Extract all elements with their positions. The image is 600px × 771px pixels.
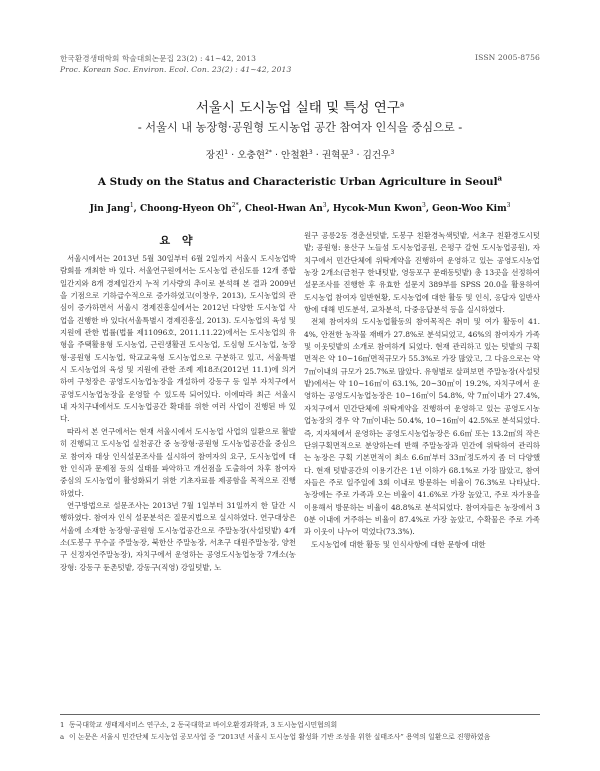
author-ko: 오충현 xyxy=(237,150,266,161)
author-affiliation-mark: 3 xyxy=(506,202,511,209)
authors-korean xyxy=(0,147,600,161)
body-paragraph: 도시농업에 대한 활동 및 인식사항에 대한 문항에 대한 xyxy=(311,539,486,549)
authors-english xyxy=(0,204,600,214)
body-paragraph: 서울시에서는 2013년 5월 30일부터 6월 2일까지 서울시 도시농업박람회를 개최한 바 있다. 서울연구원에서는 도시농업 관심도를 12개 종합일간지와 8개 경제일간지 누적 기사량의 추이로 분석해 본 결과 2009년을 기점으로 기하급수적으로 증가하였고(이창우, 2013), 도시농업의 관심이 증가하면서 서울시 경제진흥실에서는 2012년 다양한 도시농업 사업을 진행한 바 있다(서울특별시 경제진흥실, 2013). 도시농업의 육성 및 지원에 관한 법률(법률 제11096호, 2011.11.22)에서는 도시농업의 유형을 주택활용형 도시농업, 근린생활권 도시농업, 도심형 도시농업, 농장형·공원형 도시농업, 학교교육형 도시농업으로 구분하고 있고, 서울특별시 도시농업의 육성 및 지원에 관한 조례 제18조(2012년 11.1)에 의거하여 구청장은 공영도시농업농장을 개설하여 강동구 등 일부 자치구에서 공영도시농업농장을 운영할 수 있도록 되어있다. 이에따라 최근 서울시 내 자치구내에서도 도시농업공간 확대를 위한 여러 사업이 진행된 바 있다. xyxy=(60,254,296,424)
author-separator: · xyxy=(271,150,282,161)
author-affiliation-mark: 1 xyxy=(224,148,229,156)
abstract-right-column xyxy=(304,230,540,551)
footnote-text: 동국대학교 생태계서비스 연구소, 2 동국대학교 바이오환경과학과, 3 도시농업시민협의회 xyxy=(69,721,338,729)
footnote-affiliations xyxy=(60,720,540,731)
title-korean xyxy=(0,96,600,116)
title-english xyxy=(0,173,600,188)
footnote-divider xyxy=(60,714,540,715)
author-affiliation-mark: 3 xyxy=(349,148,354,156)
abstract-left-column xyxy=(60,253,296,574)
author-ko: 장진 xyxy=(205,150,225,161)
author-affiliation-mark: 1 xyxy=(129,202,134,209)
author-affiliation-mark: 3 xyxy=(308,148,313,156)
journal-header-en: Proc. Korean Soc. Environ. Ecol. Con. 23(2) : 41~42, 2013 xyxy=(60,65,292,74)
author-ko: 권혁문 xyxy=(321,150,350,161)
author-separator: · xyxy=(228,150,238,161)
author-en: Choong-Hyeon Oh xyxy=(139,204,232,214)
author-affiliation-mark: 3 xyxy=(422,202,426,209)
author-en: Cheol-Hwan An xyxy=(244,204,323,214)
author-en: Jin Jang xyxy=(89,204,130,214)
author-separator: , xyxy=(425,204,433,214)
author-separator: , xyxy=(238,204,245,214)
author-separator: , xyxy=(133,204,140,214)
author-en: Hycok-Mun Kwon xyxy=(332,204,422,214)
issn: ISSN 2005-8756 xyxy=(475,53,540,62)
journal-header-ko: 한국환경생태학회 학술대회논문집 23(2) : 41~42, 2013 xyxy=(60,54,257,63)
body-paragraph: 원구 공릉2동 경춘선텃밭, 도봉구 친환경녹색텃밭, 서초구 친환경도시텃밭; 공원형: 용산구 노들섬 도시농업공원, 은평구 갈현 도시농업공원), 자치구에서 민간단체에 위탁계약을 진행하여 운영하고 있는 공영도시농업농장 2개소(금천구 한내텃밭, 영등포구 문래동텃밭) 총 13곳을 선정하여 설문조사를 진행한 후 유효한 설문지 389부를 SPSS 20.0을 활용하여 도시농업 참여자 일반현황, 도시농업에 대한 활동 및 인식, 응답자 일반사항에 대해 빈도분석, 교차분석, 다중응답분석 등을 실시하였다. xyxy=(304,231,540,315)
author-affiliation-mark: 2* xyxy=(265,148,272,156)
author-separator: · xyxy=(353,150,363,161)
title-korean-text: 서울시 도시농업 실태 및 특성 연구 xyxy=(195,100,400,116)
title-english-text: A Study on the Status and Characteristic Urban Agriculture in Seoul xyxy=(97,176,498,188)
author-separator: · xyxy=(312,150,322,161)
footnote-text: 이 논문은 서울시 민간단체 도시농업 공모사업 중 “2013년 서울시 도시농업 활성화 기반 조성을 위한 실태조사” 용역의 일환으로 진행하였음 xyxy=(69,733,491,741)
body-paragraph: 연구방법으로 설문조사는 2013년 7월 1일부터 31일까지 한 달간 시행하였다. 참여자 인식 설문분석은 질문지법으로 실시하였다. 연구대상은 서울에 소재한 농장형·공원형 도시농업공간으로 주말농장(사설텃밭) 4개소(도봉구 무수골 주말농장, 북한산 주말농장, 서초구 대원주말농장, 양천구 신정자연주말농장), 자치구에서 운영하는 공영도시농업농장 7개소(농장형: 강동구 둔촌텃밭, 강동구(직영) 강일텃밭, 노 xyxy=(60,500,296,572)
footnote-mark: 1 xyxy=(60,721,65,729)
author-ko: 안철환 xyxy=(281,150,309,161)
author-separator: , xyxy=(326,204,333,214)
body-paragraph: 따라서 본 연구에서는 현재 서울시에서 도시농업 사업의 일환으로 활발히 진행되고 도시농업 실천공간 중 농장형·공원형 도시농업공간을 중심으로 참여자 대상 인식설문조사를 실시하여 참여자의 요구, 도시농업에 대한 인식과 문제점 등의 실태를 파악하고 개선점을 도출하여 차후 참여자중심의 도시농업이 활성화되기 위한 기초자료를 제공함을 목적으로 진행하였다. xyxy=(60,426,296,498)
author-en: Geon-Woo Kim xyxy=(432,204,507,214)
footnote-mark: a xyxy=(60,733,65,741)
subtitle-korean: - 서울시 내 농장형·공원형 도시농업 공간 참여자 인식을 중심으로 - xyxy=(137,121,463,134)
title-english-footnote-mark: a xyxy=(497,173,503,183)
footnote-funding xyxy=(60,732,540,743)
author-affiliation-mark: 2* xyxy=(231,202,239,209)
author-affiliation-mark: 3 xyxy=(390,148,395,156)
author-affiliation-mark: 3 xyxy=(322,202,327,209)
abstract-heading: 요 약 xyxy=(159,234,197,247)
body-paragraph: 전체 참여자의 도시농업활동의 참여목적은 취미 및 여가 활동이 41.4%, 안전한 농작물 재배가 27.8%로 분석되었고, 46%의 참여자가 가족 및 이웃텃밭의 소개로 참여하게 되었다. 현재 관리하고 있는 텃밭의 구획면적은 약 10~16㎡면적규모가 55.3%로 가장 많았고, 그 다음으로는 약 7㎡이내의 규모가 25.7%로 많았다. 유형별로 살펴보면 주말농장(사설텃밭)에서는 약 10~16㎡이 63.1%, 20~30㎡이 19.2%, 자치구에서 운영하는 공영도시농업농장은 10~16㎡이 54.8%, 약 7㎡이내가 27.4%, 자치구에서 민간단체에 위탁계약을 진행하여 운영하고 있는 공영도시농업농장의 경우 약 7㎡이내는 50.4%, 10~16㎡이 42.5%로 분석되었다. 즉, 지자체에서 운영하는 공영도시농업농장은 6.6㎡ 또는 13.2㎡의 작은 단위구획면적으로 분양하는데 반해 주말농장과 민간에 위탁하여 관리하는 농장은 구획 기본면적이 최소 6.6㎡부터 33㎡정도까지 좀 더 다양했다. 현재 텃밭공간의 이용기간은 1년 이하가 68.1%로 가장 많았고, 참여자들은 주로 일주일에 3회 이내로 방문하는 비율이 76.3%로 나타났다. 농장에는 주로 가족과 오는 비율이 41.6%로 가장 높았고, 주로 자가용을 이용해서 방문하는 비율이 48.8%로 분석되었다. 참여자들은 농장에서 30분 이내에 거주하는 비율이 87.4%로 가장 높았고, 수확물은 주로 가족과 이웃이 나누어 먹었다(73.3%). xyxy=(304,317,540,537)
title-korean-footnote-mark: a xyxy=(399,100,405,109)
author-ko: 김건우 xyxy=(362,150,391,161)
